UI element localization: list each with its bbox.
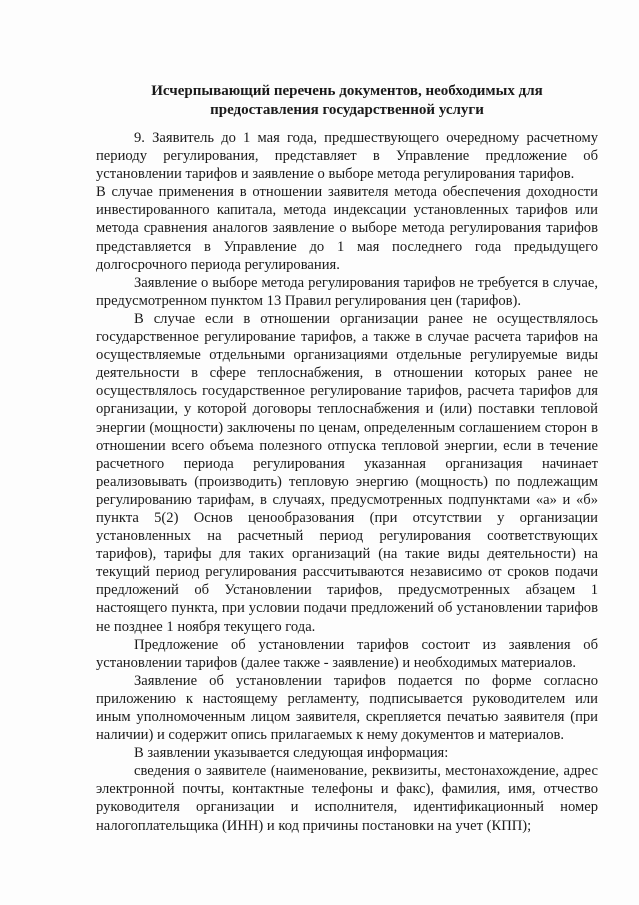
title-line-2: предоставления государственной услуги <box>210 102 484 118</box>
paragraph-new-regulation: В случае если в отношении организации ранее не осуществлялось государственное регулирование тарифов, а также в случае расчета тарифов на осуществляемые отдельными организациями отдельные регулируемые виды деятельности в сфере теплоснабжения, в отношении которых ранее не осуществлялось государственное регулирование тарифов, расчета тарифов для организации, у которой договоры теплоснабжения и (или) поставки тепловой энергии (мощности) заключены по ценам, определенным соглашением сторон в отношении всего объема полезного отпуска тепловой энергии, если в течение расчетного периода регулирования указанная организация начинает реализовывать (производить) тепловую энергию (мощность) по подлежащим регулированию тарифам, в случаях, предусмотренных подпунктами «а» и «б» пункта 5(2) Основ ценообразования (при отсутствии у организации установленных на расчетный период регулирования соответствующих тарифов), тарифы для таких организаций (на такие виды деятельности) на текущий период регулирования рассчитываются независимо от сроков подачи предложений об Установлении тарифов, предусмотренных абзацем 1 настоящего пункта, при условии подачи предложений об установлении тарифов не позднее 1 ноября текущего года. <box>96 310 598 635</box>
paragraph-method-not-required: Заявление о выборе метода регулирования тарифов не требуется в случае, предусмотренном пунктом 13 Правил регулирования цен (тарифов). <box>96 274 598 309</box>
document-title <box>96 82 598 120</box>
paragraph-proposal-composition: Предложение об установлении тарифов состоит из заявления об установлении тарифов (далее также - заявление) и необходимых материалов. <box>96 636 598 671</box>
paragraph-method-deadline: В случае применения в отношении заявителя метода обеспечения доходности инвестированного капитала, метода индексации установленных тарифов или метода сравнения аналогов заявление о выборе метода регулирования тарифов представляется в Управление до 1 мая последнего года предыдущего долгосрочного периода регулирования. <box>96 184 598 273</box>
paragraph-application-info-intro: В заявлении указывается следующая информация: <box>134 745 449 762</box>
title-line-1: Исчерпывающий перечень документов, необходимых для <box>151 83 543 99</box>
paragraph-applicant-details: сведения о заявителе (наименование, реквизиты, местонахождение, адрес электронной почты, контактные телефоны и факс), фамилия, имя, отчество руководителя организации и исполнителя, идентификационный номер налогоплательщика (ИНН) и код причины постановки на учет (КПП); <box>96 763 598 834</box>
paragraph-application-form: Заявление об установлении тарифов подается по форме согласно приложению к настоящему регламенту, подписывается руководителем или иным уполномоченным лицом заявителя, скрепляется печатью заявителя (при наличии) и содержит опись прилагаемых к нему документов и материалов. <box>96 672 598 744</box>
document-body <box>96 129 598 835</box>
paragraph-clause-9: 9. Заявитель до 1 мая года, предшествующего очередному расчетному периоду регулирования, представляет в Управление предложение об установлении тарифов и заявление о выборе метода регулирования тарифов. <box>96 130 598 183</box>
